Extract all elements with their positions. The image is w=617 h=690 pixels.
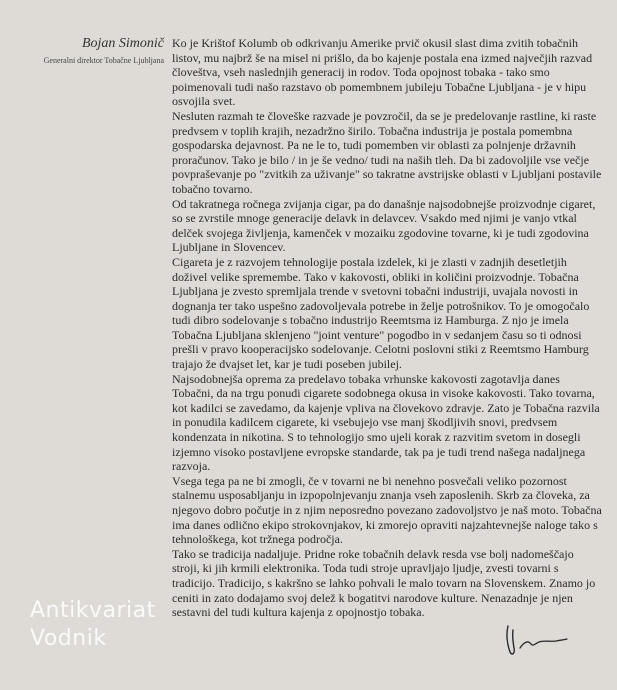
watermark-line-1: Antikvariat (30, 598, 156, 623)
author-name: Bojan Simonič (81, 36, 164, 51)
paragraph: Tako se tradicija nadaljuje. Pridne roke tobačnih delavk resda vse bolj nadomeščajo stroji, ki jih krmili elektronika. Toda tudi stroje upravljajo ljudje, zvesti tovarni s tradicijo. Tradicijo, s kakršno se lahko pohvali le malo tovarn na Slovenskem. Znamo jo ceniti in zato dodajamo svoj delež k bogatitvi narodove kulture. Nenazadnje je njen sestavni del tudi kultura kajenja z opojnostjo tobaka. (172, 546, 596, 620)
watermark-line-2: Vodnik (30, 626, 107, 651)
author-block (8, 36, 164, 67)
paragraph: Najsodobnejša oprema za predelavo tobaka vrhunske kakovosti zagotavlja danes Tobačni, da na trgu ponudi cigarete sodobnega okusa in visoke kakovosti. Tako tovarna, kot kadilci se zavedamo, da kajenje vpliva na človekovo zdravje. Zato je Tobačna razvila in ponudila kadilcem cigarete, ki vsebujejo vse manj škodljivih snovi, predvsem kondenzata in nikotina. S to tehnologijo smo ujeli korak z razvitim svetom in dosegli izjemno visoko postavljene evropske standarde, tak pa je tudi trend našega nadaljnega razvoja. (172, 371, 600, 474)
author-role: Generalni direktor Tobačne Ljubljana (43, 56, 164, 65)
paragraph: Od takratnega ročnega zvijanja cigar, pa do današnje najsodobnejše proizvodnje cigaret, so se zvrstile mnoge generacije delavk in delavcev. Vsakdo med njimi je vanjo vtkal delček svojega življenja, kamenček v mozaiku zgodovine tovarne, ki je tudi zgodovina Ljubljane in Slovencev. (172, 196, 596, 255)
paragraph: Ko je Krištof Kolumb ob odkrivanju Amerike prvič okusil slast dima zvitih tobačnih listov, mu najbrž še na misel ni prišlo, da bo kajenje postala ena izmed največjih razvad človeštva, vseh naslednjih generacij in rodov. Toda opojnost tobaka - tako smo poimenovali tudi našo razstavo ob pomembnem jubileju Tobačne Ljubljana - je v hipu osvojila svet. (172, 36, 593, 109)
paragraph: Cigareta je z razvojem tehnologije postala izdelek, ki je zlasti v zadnjih desetletjih doživel velike spremembe. Tako v kakovosti, obliki in količini proizvodnje. Tobačna Ljubljana je zvesto spremljala trende v svetovni tobačni industriji, uvajala novosti in dognanja ter tako uspešno zadovoljevala potrebe in želje potrošnikov. To je omogočalo tudi dibro sodelovanje s tobačno industrijo Reemtsma iz Hamburga. Z njo je imela Tobačna Ljubljana sklenjeno "joint venture" pogodbo in v sedanjem času so ti odnosi prešli v pravo kooperacijsko sodelovanje. Celotni poslovni stiki z Reemtsmo Hamburg trajajo že dvajset let, kar je tudi poseben jubilej. (172, 254, 590, 372)
signature (498, 618, 570, 664)
watermark (30, 597, 156, 653)
paragraph: Vsega tega pa ne bi zmogli, če v tovarni ne bi nenehno posvečali veliko pozornost stalnemu usposabljanju in izpopolnjevanju znanja vseh zaposlenih. Skrb za človeka, za njegovo dobro počutje in z njim neposredno povezano zadovoljstvo je naš moto. Tobačna ima danes odlično ekipo strokovnjakov, ki zmorejo opraviti najzahtevnejše naloge tako s tehnološkega, kot tržnega področja. (172, 473, 602, 547)
paragraph: Nesluten razmah te človeške razvade je povzročil, da se je predelovanje rastline, ki raste predvsem v toplih krajih, nezadržno širilo. Tobačna industrija je postala pomembna gospodarska dejavnost. Pa ne le to, tudi pomemben vir oblasti za polnjenje državnih proračunov. Tako je bilo / in je še vedno/ tudi na naših tleh. Da bi zadovoljile vse večje povpraševanje po "zvitkih za uživanje" so takratne avstrijske oblasti v Ljubljani postavile tobačno tovarno. (172, 108, 602, 196)
letter-body (172, 36, 604, 620)
